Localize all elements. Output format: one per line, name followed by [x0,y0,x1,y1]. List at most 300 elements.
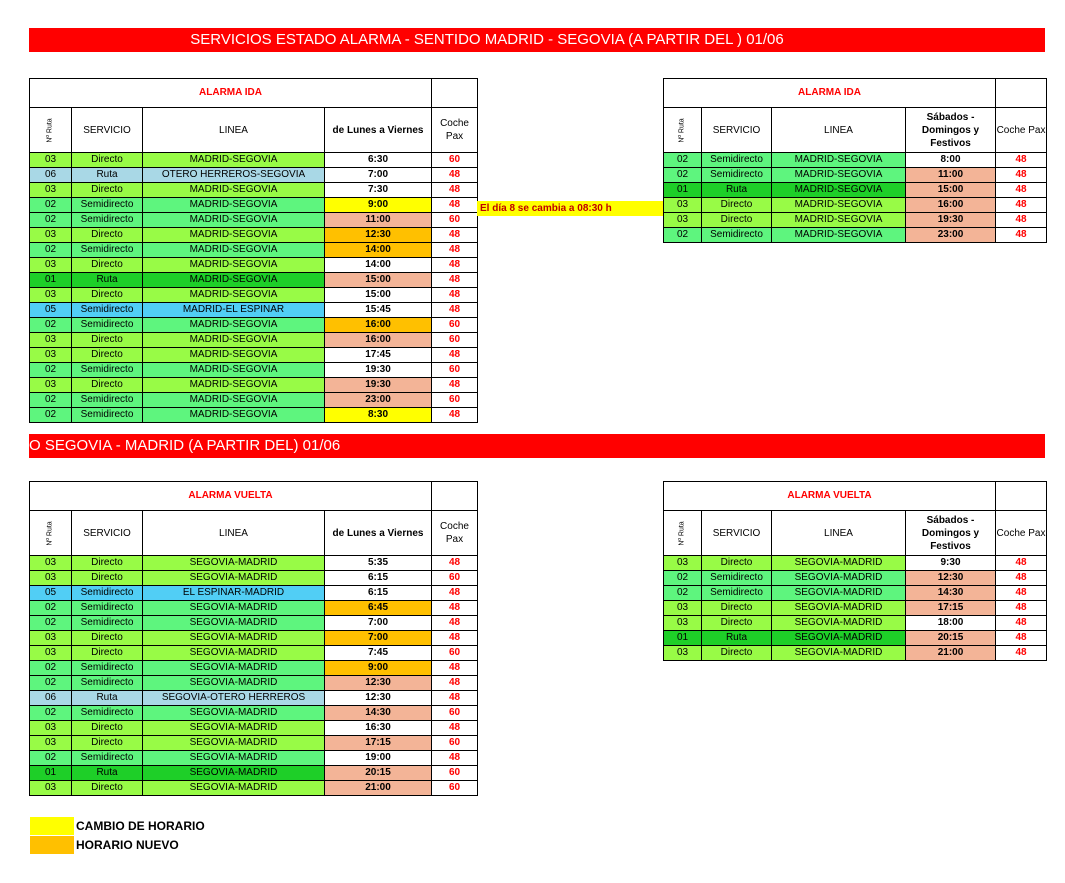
cell-servicio: Directo [702,213,772,228]
table-row [664,631,1047,646]
cell-servicio: Semidirecto [702,153,772,168]
header-linea: LINEA [772,511,906,556]
table-row [30,303,478,318]
cell-hora: 14:00 [325,258,432,273]
cell-linea: SEGOVIA-MADRID [143,676,325,691]
cell-servicio: Semidirecto [72,676,143,691]
cell-servicio: Directo [702,198,772,213]
cell-linea: SEGOVIA-MADRID [143,721,325,736]
cell-ruta: 03 [664,646,702,661]
table-vuelta-weekend [663,481,1047,661]
cell-ruta: 06 [30,691,72,706]
cell-servicio: Directo [72,646,143,661]
cell-ruta: 03 [30,348,72,363]
cell-servicio: Ruta [702,631,772,646]
cell-pax: 48 [996,571,1047,586]
cell-servicio: Semidirecto [72,616,143,631]
table-row [664,586,1047,601]
cell-ruta: 01 [664,183,702,198]
header-coche-pax: Coche Pax [432,108,478,153]
cell-pax: 60 [432,706,478,721]
cell-linea: MADRID-SEGOVIA [143,243,325,258]
cell-linea: SEGOVIA-MADRID [143,661,325,676]
cell-hora: 20:15 [325,766,432,781]
cell-servicio: Directo [702,601,772,616]
cell-ruta: 03 [30,556,72,571]
table-row [664,168,1047,183]
table-row [30,691,478,706]
header-servicio: SERVICIO [702,511,772,556]
table-row [30,408,478,423]
header-coche-pax: Coche Pax [432,511,478,556]
cell-servicio: Directo [72,378,143,393]
legend-label: CAMBIO DE HORARIO [76,819,205,833]
table-row [30,288,478,303]
cell-pax: 48 [432,676,478,691]
table-row [30,378,478,393]
header-lunes-viernes: de Lunes a Viernes [325,108,432,153]
cell-pax: 60 [432,646,478,661]
cell-pax: 48 [432,198,478,213]
cell-linea: MADRID-SEGOVIA [143,318,325,333]
cell-servicio: Ruta [702,183,772,198]
table-row [30,273,478,288]
cell-servicio: Semidirecto [72,408,143,423]
cell-servicio: Directo [72,288,143,303]
cell-servicio: Semidirecto [72,601,143,616]
cell-servicio: Ruta [72,273,143,288]
cell-servicio: Directo [72,631,143,646]
cell-hora: 16:00 [325,333,432,348]
cell-pax: 48 [996,198,1047,213]
cell-servicio: Directo [72,781,143,796]
cell-linea: MADRID-SEGOVIA [143,288,325,303]
cell-ruta: 02 [30,318,72,333]
cell-linea: SEGOVIA-OTERO HERREROS [143,691,325,706]
cell-linea: OTERO HERREROS-SEGOVIA [143,168,325,183]
cell-servicio: Directo [72,556,143,571]
table-row [664,556,1047,571]
cell-linea: MADRID-SEGOVIA [143,363,325,378]
header-servicio: SERVICIO [702,108,772,153]
cell-linea: SEGOVIA-MADRID [772,616,906,631]
cell-hora: 17:15 [325,736,432,751]
cell-linea: MADRID-SEGOVIA [143,228,325,243]
cell-hora: 14:30 [325,706,432,721]
banner-ida [29,28,1045,52]
header-linea: LINEA [772,108,906,153]
cell-linea: SEGOVIA-MADRID [772,646,906,661]
table-vuelta-weekday [29,481,478,796]
cell-hora: 21:00 [906,646,996,661]
empty-cell [996,482,1047,511]
cell-linea: MADRID-SEGOVIA [772,168,906,183]
cell-linea: MADRID-SEGOVIA [143,378,325,393]
cell-ruta: 02 [664,586,702,601]
table-row [30,363,478,378]
cell-ruta: 02 [30,616,72,631]
cell-pax: 48 [996,153,1047,168]
cell-ruta: 03 [30,721,72,736]
cell-pax: 48 [996,556,1047,571]
cell-hora: 23:00 [325,393,432,408]
cell-hora: 18:00 [906,616,996,631]
cell-ruta: 02 [30,393,72,408]
cell-pax: 48 [432,556,478,571]
cell-pax: 48 [996,586,1047,601]
cell-pax: 60 [432,571,478,586]
cell-hora: 9:00 [325,661,432,676]
cell-linea: MADRID-SEGOVIA [143,198,325,213]
cell-hora: 15:00 [906,183,996,198]
cell-ruta: 02 [30,706,72,721]
cell-hora: 6:30 [325,153,432,168]
cell-pax: 60 [432,781,478,796]
cell-hora: 19:30 [325,378,432,393]
cell-ruta: 03 [30,258,72,273]
cell-linea: SEGOVIA-MADRID [772,571,906,586]
table-row [30,616,478,631]
table-row [30,243,478,258]
cell-servicio: Semidirecto [72,586,143,601]
cell-hora: 15:00 [325,273,432,288]
cell-ruta: 03 [30,333,72,348]
cell-ruta: 03 [30,781,72,796]
cell-pax: 48 [432,348,478,363]
table-row [664,616,1047,631]
cell-pax: 60 [432,333,478,348]
cell-linea: MADRID-SEGOVIA [143,258,325,273]
legend-label: HORARIO NUEVO [76,838,179,852]
cell-ruta: 02 [30,198,72,213]
table-row [30,721,478,736]
table-row [30,751,478,766]
cell-servicio: Directo [702,556,772,571]
cell-pax: 48 [432,243,478,258]
cell-servicio: Semidirecto [702,228,772,243]
header-lunes-viernes: de Lunes a Viernes [325,511,432,556]
cell-linea: MADRID-SEGOVIA [143,273,325,288]
header-servicio: SERVICIO [72,108,143,153]
cell-hora: 7:00 [325,631,432,646]
cell-pax: 60 [432,153,478,168]
banner-vuelta-text: O SEGOVIA - MADRID (A PARTIR DEL) 01/06 [29,437,341,454]
table-row [30,556,478,571]
table-title: ALARMA VUELTA [664,482,996,511]
cell-linea: SEGOVIA-MADRID [143,706,325,721]
header-coche-pax: Coche Pax [996,108,1047,153]
cell-linea: MADRID-SEGOVIA [772,198,906,213]
table-row [664,646,1047,661]
cell-linea: SEGOVIA-MADRID [143,631,325,646]
cell-pax: 48 [432,721,478,736]
cell-ruta: 02 [30,676,72,691]
cell-servicio: Semidirecto [72,393,143,408]
cell-servicio: Directo [72,258,143,273]
header-ruta: Nº Ruta [664,108,702,153]
table-row [30,333,478,348]
table-row [30,766,478,781]
cell-servicio: Directo [702,616,772,631]
cell-linea: SEGOVIA-MADRID [143,646,325,661]
table-row [664,183,1047,198]
table-row [664,228,1047,243]
cell-hora: 15:00 [325,288,432,303]
cell-linea: SEGOVIA-MADRID [143,571,325,586]
table-ida-weekday [29,78,478,423]
cell-ruta: 02 [30,751,72,766]
cell-hora: 17:15 [906,601,996,616]
cell-ruta: 02 [664,168,702,183]
header-ruta: Nº Ruta [30,511,72,556]
cell-ruta: 03 [30,571,72,586]
cell-ruta: 02 [30,363,72,378]
cell-hora: 6:15 [325,586,432,601]
cell-servicio: Ruta [72,168,143,183]
header-ruta: Nº Ruta [664,511,702,556]
cell-hora: 20:15 [906,631,996,646]
cell-ruta: 03 [664,198,702,213]
table-row [664,153,1047,168]
legend-swatch-yellow [30,817,74,835]
cell-hora: 6:45 [325,601,432,616]
cell-linea: MADRID-SEGOVIA [772,183,906,198]
table-row [30,213,478,228]
header-ruta: Nº Ruta [30,108,72,153]
table-row [30,183,478,198]
cell-pax: 48 [432,183,478,198]
cell-pax: 60 [432,213,478,228]
cell-pax: 48 [996,616,1047,631]
cell-pax: 60 [432,736,478,751]
legend-swatch-orange [30,836,74,854]
cell-hora: 19:30 [906,213,996,228]
table-row [30,631,478,646]
cell-ruta: 03 [664,616,702,631]
table-row [30,646,478,661]
cell-hora: 21:00 [325,781,432,796]
cell-ruta: 02 [30,243,72,258]
cell-hora: 12:30 [325,676,432,691]
cell-linea: MADRID-SEGOVIA [143,333,325,348]
table-row [30,736,478,751]
cell-pax: 48 [432,616,478,631]
cell-hora: 19:30 [325,363,432,378]
cell-ruta: 02 [30,661,72,676]
cell-linea: MADRID-SEGOVIA [143,393,325,408]
cell-pax: 48 [432,631,478,646]
cell-hora: 12:30 [325,228,432,243]
cell-hora: 6:15 [325,571,432,586]
cell-pax: 60 [432,766,478,781]
cell-hora: 9:30 [906,556,996,571]
cell-ruta: 03 [30,378,72,393]
cell-pax: 60 [432,318,478,333]
cell-linea: MADRID-SEGOVIA [143,348,325,363]
cell-ruta: 03 [30,631,72,646]
empty-cell [996,79,1047,108]
cell-pax: 48 [432,228,478,243]
cell-hora: 7:00 [325,616,432,631]
table-row [664,198,1047,213]
cell-linea: SEGOVIA-MADRID [143,781,325,796]
table-row [664,601,1047,616]
cell-hora: 8:30 [325,408,432,423]
cell-hora: 7:45 [325,646,432,661]
table-row [30,318,478,333]
table-title: ALARMA IDA [664,79,996,108]
cell-pax: 48 [432,601,478,616]
cell-pax: 48 [432,691,478,706]
cell-ruta: 05 [30,586,72,601]
cell-servicio: Semidirecto [702,586,772,601]
cell-pax: 48 [432,378,478,393]
cell-servicio: Semidirecto [72,751,143,766]
cell-pax: 48 [432,661,478,676]
cell-ruta: 01 [30,766,72,781]
cell-hora: 12:30 [325,691,432,706]
table-row [30,781,478,796]
cell-hora: 23:00 [906,228,996,243]
cell-servicio: Directo [72,333,143,348]
table-row [30,198,478,213]
cell-hora: 7:00 [325,168,432,183]
cell-servicio: Directo [702,646,772,661]
cell-ruta: 02 [664,228,702,243]
cell-ruta: 03 [30,183,72,198]
cell-hora: 11:00 [325,213,432,228]
cell-pax: 48 [432,273,478,288]
cell-ruta: 03 [664,601,702,616]
cell-linea: SEGOVIA-MADRID [772,601,906,616]
cell-linea: MADRID-SEGOVIA [143,183,325,198]
cell-hora: 16:00 [325,318,432,333]
cell-ruta: 01 [30,273,72,288]
cell-linea: SEGOVIA-MADRID [772,556,906,571]
schedule-change-note: El día 8 se cambia a 08:30 h [477,201,663,216]
table-row [30,586,478,601]
cell-servicio: Semidirecto [72,318,143,333]
cell-ruta: 02 [30,213,72,228]
cell-linea: SEGOVIA-MADRID [143,751,325,766]
cell-pax: 48 [996,168,1047,183]
cell-ruta: 02 [30,601,72,616]
cell-pax: 48 [996,228,1047,243]
header-sabados-domingos: Sábados - Domingos y Festivos [906,108,996,153]
header-sabados-domingos: Sábados - Domingos y Festivos [906,511,996,556]
cell-ruta: 02 [664,153,702,168]
cell-linea: MADRID-EL ESPINAR [143,303,325,318]
cell-pax: 48 [996,213,1047,228]
cell-ruta: 02 [664,571,702,586]
cell-ruta: 05 [30,303,72,318]
cell-pax: 48 [996,183,1047,198]
cell-linea: SEGOVIA-MADRID [772,631,906,646]
cell-hora: 16:00 [906,198,996,213]
cell-pax: 48 [432,586,478,601]
cell-servicio: Ruta [72,691,143,706]
cell-ruta: 03 [30,228,72,243]
cell-servicio: Semidirecto [72,661,143,676]
cell-linea: MADRID-SEGOVIA [772,228,906,243]
header-coche-pax: Coche Pax [996,511,1047,556]
cell-hora: 17:45 [325,348,432,363]
cell-pax: 48 [432,258,478,273]
table-row [30,601,478,616]
cell-servicio: Semidirecto [72,706,143,721]
cell-ruta: 03 [30,736,72,751]
cell-pax: 60 [432,363,478,378]
cell-servicio: Semidirecto [702,168,772,183]
table-row [30,168,478,183]
cell-servicio: Directo [72,153,143,168]
cell-ruta: 03 [664,213,702,228]
table-row [30,706,478,721]
cell-servicio: Directo [72,183,143,198]
table-row [664,571,1047,586]
cell-pax: 48 [432,168,478,183]
cell-linea: MADRID-SEGOVIA [143,213,325,228]
banner-vuelta [29,434,1045,458]
cell-hora: 7:30 [325,183,432,198]
cell-pax: 48 [996,646,1047,661]
table-row [30,348,478,363]
cell-hora: 14:30 [906,586,996,601]
cell-ruta: 03 [30,153,72,168]
header-linea: LINEA [143,108,325,153]
banner-ida-text: SERVICIOS ESTADO ALARMA - SENTIDO MADRID - SEGOVIA (A PARTIR DEL ) 01/06 [190,31,784,48]
table-row [30,676,478,691]
cell-servicio: Semidirecto [72,198,143,213]
cell-servicio: Semidirecto [72,363,143,378]
empty-cell [432,482,478,511]
cell-hora: 5:35 [325,556,432,571]
cell-servicio: Directo [72,228,143,243]
cell-servicio: Directo [72,571,143,586]
cell-ruta: 03 [30,288,72,303]
cell-servicio: Semidirecto [72,213,143,228]
cell-servicio: Directo [72,348,143,363]
cell-linea: SEGOVIA-MADRID [143,601,325,616]
cell-hora: 15:45 [325,303,432,318]
table-row [30,258,478,273]
cell-hora: 19:00 [325,751,432,766]
cell-pax: 48 [996,631,1047,646]
cell-ruta: 03 [30,646,72,661]
cell-ruta: 03 [664,556,702,571]
cell-servicio: Semidirecto [702,571,772,586]
cell-hora: 9:00 [325,198,432,213]
table-row [30,661,478,676]
cell-ruta: 02 [30,408,72,423]
cell-ruta: 01 [664,631,702,646]
empty-cell [432,79,478,108]
cell-linea: SEGOVIA-MADRID [143,736,325,751]
cell-linea: SEGOVIA-MADRID [772,586,906,601]
header-linea: LINEA [143,511,325,556]
cell-pax: 48 [432,751,478,766]
header-servicio: SERVICIO [72,511,143,556]
cell-hora: 11:00 [906,168,996,183]
cell-linea: MADRID-SEGOVIA [772,153,906,168]
table-title: ALARMA VUELTA [30,482,432,511]
cell-servicio: Semidirecto [72,243,143,258]
table-title: ALARMA IDA [30,79,432,108]
cell-servicio: Ruta [72,766,143,781]
cell-servicio: Directo [72,736,143,751]
table-row [30,153,478,168]
cell-ruta: 06 [30,168,72,183]
